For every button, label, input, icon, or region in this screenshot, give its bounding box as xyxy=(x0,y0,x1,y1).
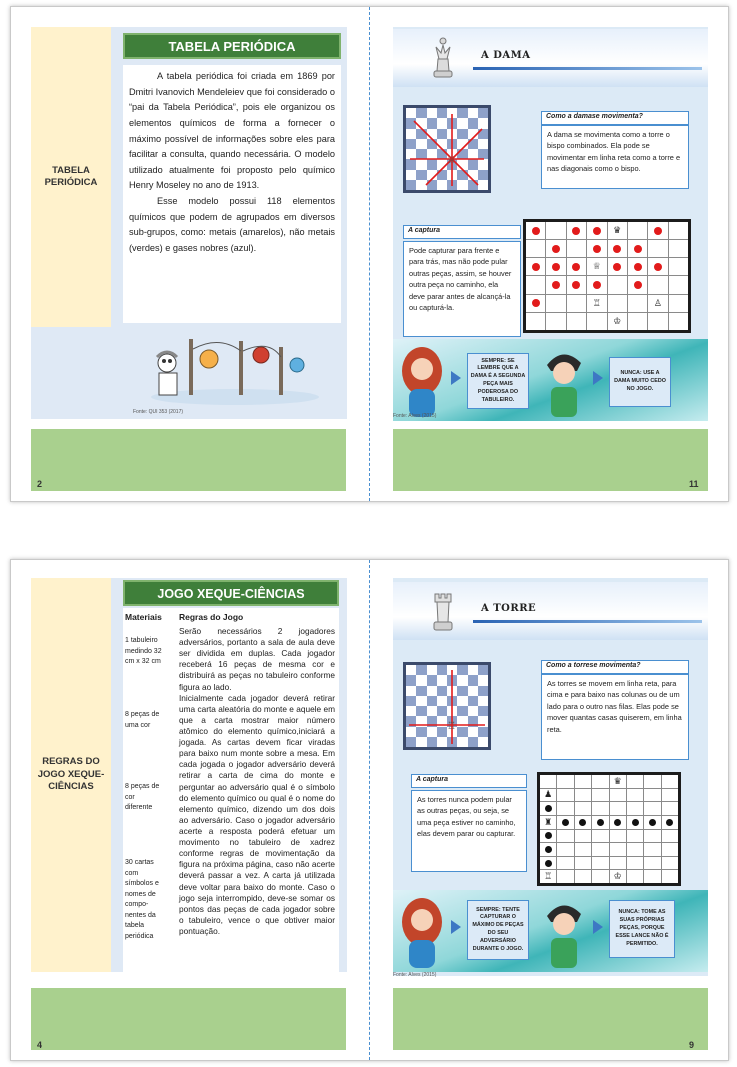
capture-board xyxy=(537,772,681,886)
boy-character-icon xyxy=(541,349,587,419)
source-note: Fonte: QUI 353 (2017) xyxy=(133,409,184,415)
move-label: Como a torrese movimenta? xyxy=(541,660,689,674)
movement-arrows xyxy=(406,108,488,190)
arrow-icon xyxy=(451,920,461,934)
spread-1 xyxy=(10,6,729,502)
characters-illustration xyxy=(393,339,708,421)
rules-panel xyxy=(123,608,339,972)
page-11 xyxy=(373,7,728,501)
source-note: Fonte: Alves (2015) xyxy=(393,972,437,978)
material-item: 1 tabuleiro medindo 32 cm x 32 cm xyxy=(125,637,162,665)
arrow-icon xyxy=(593,920,603,934)
arrow-icon xyxy=(451,371,461,385)
capture-grid: ♛ ♟ ♜ ♖ ♔ xyxy=(540,775,678,883)
page-number: 9 xyxy=(689,1040,695,1050)
page-divider xyxy=(369,560,370,1060)
material-item: 30 cartas com símbolos e nomes de compo-nentes da tabela periódica xyxy=(125,859,159,940)
girl-character-icon xyxy=(399,345,445,417)
page-title: TABELA PERIÓDICA xyxy=(123,33,341,59)
rules-table xyxy=(123,608,339,972)
chessboard-movement xyxy=(403,662,491,750)
spread-2 xyxy=(10,559,729,1061)
capture-text: As torres nunca podem pular as outras peças, ou seja, se uma peça estiver no caminho, elas devem parar ou capturar. xyxy=(411,790,527,872)
header-rule xyxy=(473,67,702,70)
piece-header xyxy=(393,582,708,640)
header-rule xyxy=(473,620,702,623)
piece-header xyxy=(393,29,708,87)
page-number: 4 xyxy=(37,1040,43,1050)
page-footer xyxy=(31,429,346,491)
page-9 xyxy=(373,560,728,1060)
svg-text:♕: ♕ xyxy=(447,155,456,166)
side-tab: REGRAS DO JOGO XEQUE-CIÊNCIAS xyxy=(31,578,111,972)
move-text: A dama se movimenta como a torre o bispo combinados. Ela pode se movimentar em linha reta como a torre e nas diagonais como o bispo. xyxy=(541,125,689,189)
arrow-icon xyxy=(593,371,603,385)
piece-title: A TORRE xyxy=(481,603,537,614)
material-item: 8 peças de uma cor xyxy=(125,711,160,729)
page-number: 11 xyxy=(689,479,699,489)
page-number: 2 xyxy=(37,479,43,489)
page-footer xyxy=(393,988,708,1050)
always-bubble: SEMPRE: TENTE CAPTURAR O MÁXIMO DE PEÇAS DO SEU ADVERSÁRIO DURANTE O JOGO. xyxy=(467,900,529,960)
capture-board xyxy=(523,219,691,333)
move-text: As torres se movem em linha reta, para cima e para baixo nas colunas ou de um lado para o outro nas filas. Elas pode se mover quantas casas quiserem, em linha reta. xyxy=(541,674,689,760)
page-title: JOGO XEQUE-CIÊNCIAS xyxy=(123,580,339,606)
lab-illustration xyxy=(149,331,321,407)
materials-header: Materiais xyxy=(125,612,162,622)
source-note: Fonte: Alves (2015) xyxy=(393,413,437,419)
rules-header: Regras do Jogo xyxy=(179,612,244,622)
never-bubble: NUNCA: TOME AS SUAS PRÓPRIAS PEÇAS, PORQUE ESSE LANCE NÃO É PERMITIDO. xyxy=(609,900,675,958)
chess-queen-icon xyxy=(431,37,455,79)
capture-grid: ♛ ♕ ♖ ♙ ♔ xyxy=(526,222,688,330)
material-item: 8 peças de cor diferente xyxy=(125,783,160,811)
capture-text: Pode capturar para frente e para trás, mas não pode pular outras peças, assim, se houver outra peça no caminho, ela deve parar antes de alcançá-la ou capturá-la. xyxy=(403,241,521,337)
never-bubble: NUNCA: USE A DAMA MUITO CEDO NO JOGO. xyxy=(609,357,671,407)
page-2 xyxy=(11,7,366,501)
chessboard-movement xyxy=(403,105,491,193)
move-label: Como a damase movimenta? xyxy=(541,111,689,125)
chess-rook-icon xyxy=(431,590,455,632)
characters-illustration xyxy=(393,890,708,972)
body-text xyxy=(123,65,341,323)
paragraph: A tabela periódica foi criada em 1869 por Dmitri Ivanovich Mendeleiev que foi considerado o “pai da Tabela Periódica”, pois ele organizou os elementos químicos de forma a fornecer o máximo possível de informações sobre eles para facilitar a consulta, quando necessária. O modelo utilizado atualmente foi proposto pelo químico Henry Moseley no ano de 1913. xyxy=(129,71,335,191)
page-divider xyxy=(369,7,370,501)
rules-paragraph: Serão necessários 2 jogadores adversários, portanto a sala de aula deve ser dividida em duplas. Cada jogador receberá 16 peças de mesma cor e distribuirá as peças no tabuleiro conforme figura ao lado. xyxy=(179,626,335,692)
girl-character-icon xyxy=(399,896,445,968)
rules-text xyxy=(179,626,335,937)
boy-character-icon xyxy=(541,900,587,970)
side-tab: TABELA PERIÓDICA xyxy=(31,27,111,327)
page-footer xyxy=(393,429,708,491)
paragraph: Esse modelo possui 118 elementos químicos que podem de agrupados em diversos sub-grupos, como: metais (amarelos), não metais (verdes) e gases nobres (azul). xyxy=(129,196,335,254)
always-bubble: SEMPRE: SE LEMBRE QUE A DAMA É A SEGUNDA PEÇA MAIS PODEROSA DO TABULEIRO. xyxy=(467,353,529,409)
rules-paragraph: Inicialmente cada jogador deverá retirar uma carta aleatória do monte e aquele em que a carta mostrar maior número atômico do elemento químico,iniciará a jogada. As cartas devem ficar viradas para baixo num monte sobre a mesa. Em cada jogada o jogador adversário deverá retirar a carta de cima do monte e perguntar ao adversário qual é o símbolo do elemento químico ou qual é o nome do elemento químico, dizendo um dos dois ao adversário. Caso o jogador adversário acerte a resposta poderá efetuar um movimento no tabuleiro de xadrez conforme regras de movimentação da figura na próxima página, caso não acerte deverá passar a vez. A carta já utilizada deve voltar para baixo do monte. Caso o jogo seja interrompido, deve-se somar os pontos das peças de cada jogador sobre o tabuleiro, vence o que obtiver maior pontuação. xyxy=(179,692,335,936)
svg-text:♖: ♖ xyxy=(447,721,456,732)
capture-label: A captura xyxy=(411,774,527,788)
page-4 xyxy=(11,560,366,1060)
capture-label: A captura xyxy=(403,225,521,239)
piece-title: A DAMA xyxy=(481,50,531,61)
page-footer xyxy=(31,988,346,1050)
movement-arrows xyxy=(406,665,488,747)
